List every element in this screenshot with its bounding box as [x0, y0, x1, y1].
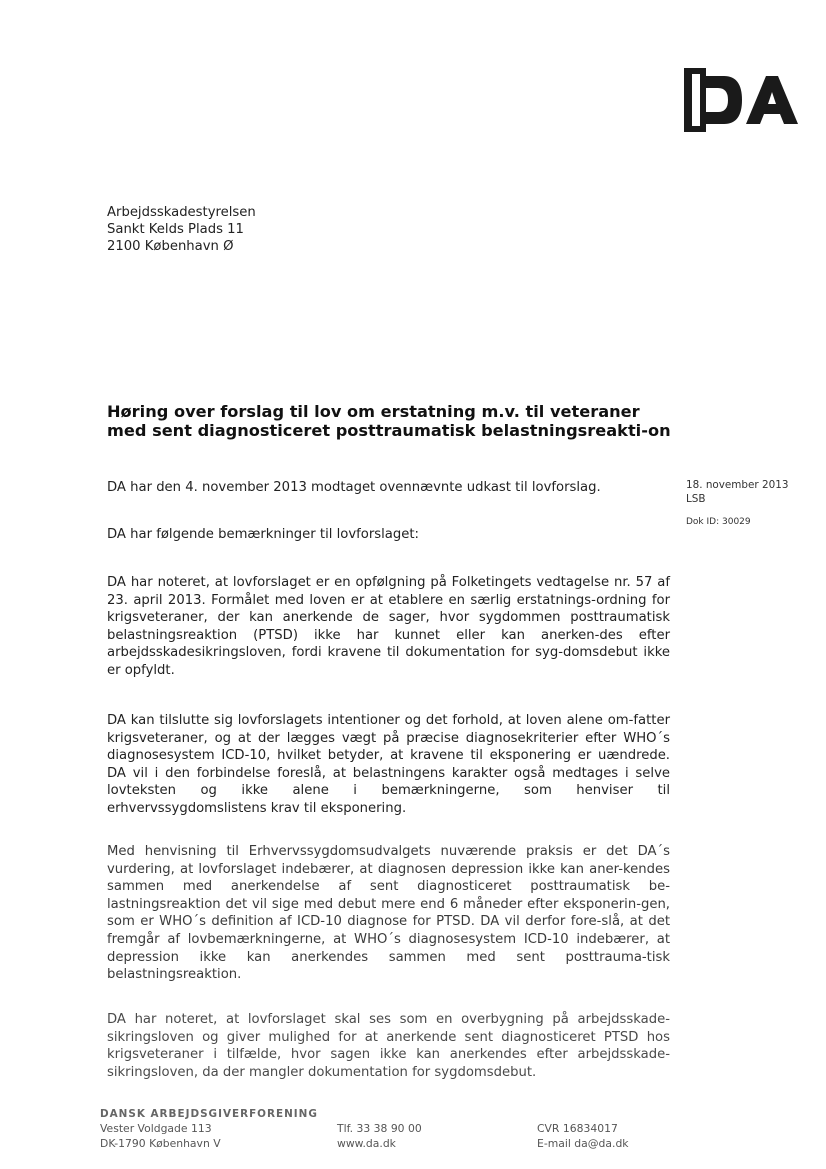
footer-email: E-mail da@da.dk [537, 1136, 629, 1150]
letter-meta [686, 478, 788, 506]
recipient-line: Arbejdsskadestyrelsen [107, 205, 256, 220]
body-paragraph: DA kan tilslutte sig lovforslagets intentioner og det forhold, at loven alene om-fatter krigsveteraner, og at der lægges vægt på præcise diagnosekriterier efter WHO´s diagnosesystem ICD-10, hvilket betyder, at kravene til eksponering er uændrede. DA vil i den forbindelse foreslå, at belastningens karakter også medtages i selve lovteksten og ikke alene i bemærkningerne, som henviser til erhvervssygdomslistens krav til eksponering. [107, 713, 670, 816]
footer-registration [537, 1122, 629, 1151]
intro-paragraph: DA har den 4. november 2013 modtaget ovennævnte udkast til lovforslag. [107, 480, 601, 495]
footer-address [100, 1122, 221, 1151]
recipient-line: Sankt Kelds Plads 11 [107, 222, 244, 237]
footer-website: www.da.dk [337, 1136, 396, 1150]
organization-name: DANSK ARBEJDSGIVERFORENING [100, 1108, 318, 1120]
da-logo [684, 68, 800, 132]
footer-contact [337, 1122, 422, 1151]
letter-title: Høring over forslag til lov om erstatning m.v. til veteraner med sent diagnosticeret posttraumatisk belastningsreakti-on [107, 402, 671, 440]
document-id: Dok ID: 30029 [686, 517, 751, 527]
footer-street: Vester Voldgade 113 [100, 1122, 212, 1135]
recipient-line: 2100 København Ø [107, 239, 234, 254]
remarks-heading: DA har følgende bemærkninger til lovforslaget: [107, 527, 419, 542]
footer-cvr: CVR 16834017 [537, 1122, 618, 1135]
letter-date: 18. november 2013 [686, 479, 789, 491]
body-paragraph: DA har noteret, at lovforslaget skal ses som en overbygning på arbejdsskade-sikringsloven og giver mulighed for at anerkende sent diagnosticeret PTSD hos krigsveteraner i tilfælde, hvor sagen ikke kan anerkendes efter arbejdsskade-sikringsloven, da der mangler dokumentation for sygdomsdebut. [107, 1012, 670, 1080]
footer-city: DK-1790 København V [100, 1136, 221, 1150]
recipient-address [107, 204, 256, 255]
body-paragraph: Med henvisning til Erhvervssygdomsudvalgets nuværende praksis er det DA´s vurdering, at lovforslaget indebærer, at diagnosen depression ikke kan aner-kendes sammen med anerkendelse af sent diagnosticeret posttraumatisk be-lastningsreaktion det vil sige med debut mere end 6 måneder efter eksponerin-gen, som er WHO´s definition af ICD-10 diagnose for PTSD. DA vil derfor fore-slå, at det fremgår af lovbemærkningerne, at WHO´s diagnosesystem ICD-10 indebærer, at depression ikke kan anerkendes sammen med sent posttrauma-tisk belastningsreaktion. [107, 844, 670, 983]
footer-phone: Tlf. 33 38 90 00 [337, 1122, 422, 1135]
letter-initials: LSB [686, 493, 706, 505]
footer-org [100, 1107, 318, 1121]
body-paragraph: DA har noteret, at lovforslaget er en opfølgning på Folketingets vedtagelse nr. 57 af 23. april 2013. Formålet med loven er at etablere en særlig erstatnings-ordning for krigsveteraner, der kan anerkende de sager, hvor sygdommen posttraumatisk belastningsreaktion (PTSD) ikke har kunnet eller kan anerken-des efter arbejdsskadesikringsloven, fordi kravene til dokumentation for syg-domsdebut ikke er opfyldt. [107, 575, 670, 678]
